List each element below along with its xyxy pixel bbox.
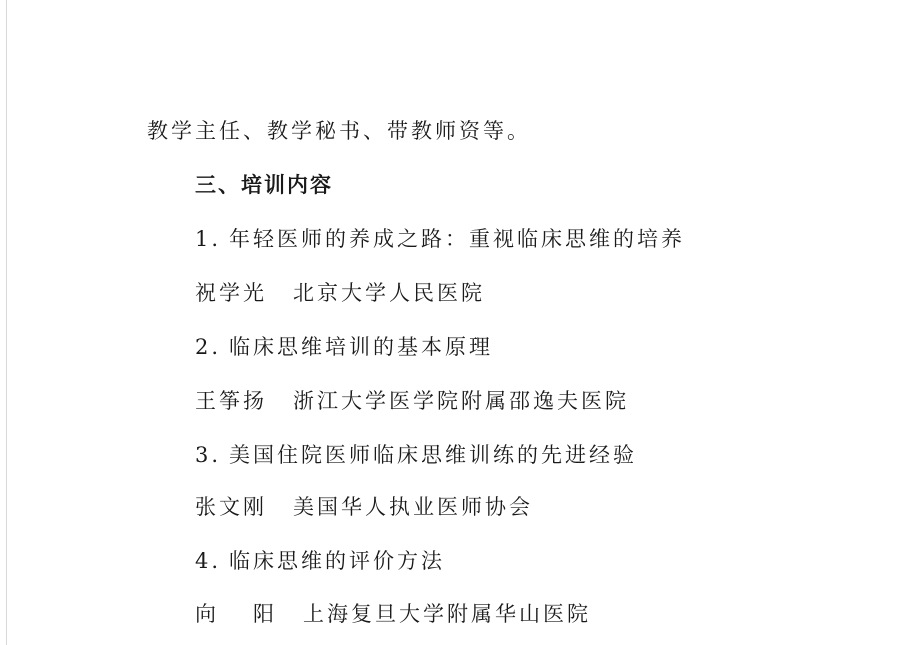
item-2-title-line bbox=[195, 334, 493, 360]
page-edge-line bbox=[6, 0, 7, 645]
item-4-affiliation: 上海复旦大学附属华山医院 bbox=[303, 602, 591, 626]
section-heading: 三、培训内容 bbox=[195, 173, 333, 197]
item-3-number: 3. bbox=[195, 443, 222, 467]
item-3-affiliation: 美国华人执业医师协会 bbox=[293, 495, 533, 519]
item-4-speaker-line bbox=[195, 601, 591, 627]
item-4-title-line bbox=[195, 548, 445, 574]
item-3-speaker: 张文刚 bbox=[195, 495, 267, 519]
item-2-speaker: 王筝扬 bbox=[195, 389, 267, 413]
continuation-text: 教学主任、教学秘书、带教师资等。 bbox=[147, 119, 531, 143]
item-4-number: 4. bbox=[195, 549, 222, 573]
item-1-speaker: 祝学光 bbox=[195, 281, 267, 305]
item-1-title-line bbox=[195, 226, 685, 252]
item-4-speaker-first: 向 bbox=[195, 602, 219, 626]
item-4-title: 临床思维的评价方法 bbox=[229, 549, 446, 573]
item-2-speaker-line bbox=[195, 388, 629, 414]
item-1-number: 1. bbox=[195, 227, 222, 251]
item-3-speaker-line bbox=[195, 494, 533, 520]
item-2-number: 2. bbox=[195, 335, 222, 359]
item-2-title: 临床思维培训的基本原理 bbox=[229, 335, 494, 359]
item-4-speaker-last: 阳 bbox=[253, 602, 277, 626]
item-1-affiliation: 北京大学人民医院 bbox=[293, 281, 485, 305]
item-3-title: 美国住院医师临床思维训练的先进经验 bbox=[229, 443, 638, 467]
item-1-title: 年轻医师的养成之路：重视临床思维的培养 bbox=[229, 227, 686, 251]
item-1-speaker-line bbox=[195, 280, 485, 306]
item-3-title-line bbox=[195, 442, 637, 468]
item-2-affiliation: 浙江大学医学院附属邵逸夫医院 bbox=[293, 389, 629, 413]
